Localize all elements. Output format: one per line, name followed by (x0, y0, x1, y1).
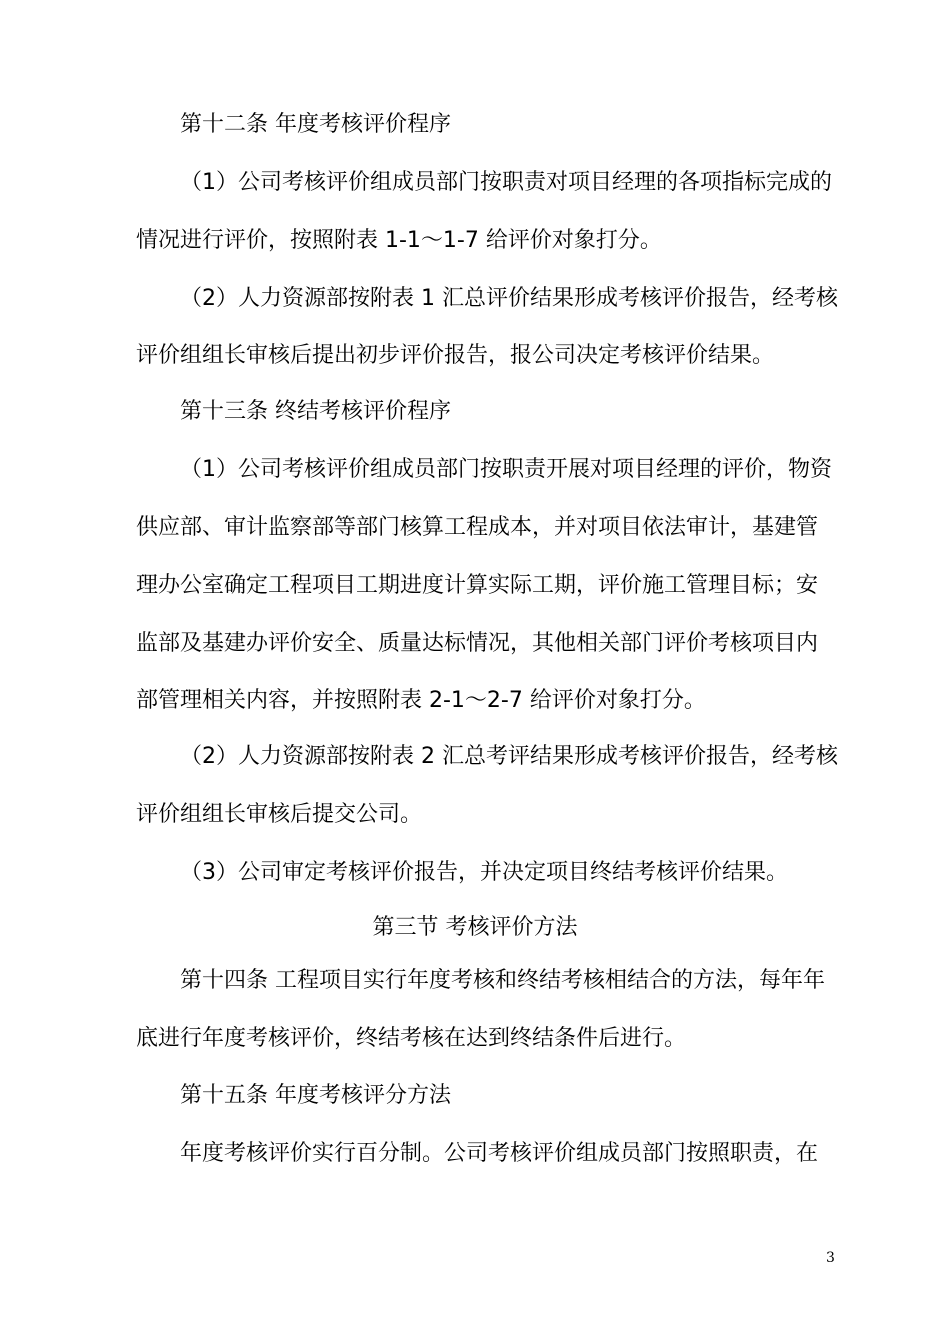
article-14-line: 第十四条 工程项目实行年度考核和终结考核相结合的方法，每年年 (180, 968, 825, 993)
paragraph-line: （2）人力资源部按附表 2 汇总考评结果形成考核评价报告，经考核 (180, 744, 838, 769)
paragraph-line: 理办公室确定工程项目工期进度计算实际工期，评价施工管理目标；安 (136, 573, 819, 598)
paragraph-line: （2）人力资源部按附表 1 汇总评价结果形成考核评价报告，经考核 (180, 286, 838, 311)
paragraph-line: 部管理相关内容，并按照附表 2-1～2-7 给评价对象打分。 (136, 688, 706, 713)
page-number: 3 (826, 1250, 835, 1266)
paragraph-line: 监部及基建办评价安全、质量达标情况，其他相关部门评价考核项目内 (136, 631, 819, 656)
paragraph-line: 评价组组长审核后提交公司。 (136, 802, 423, 827)
paragraph-line: 供应部、审计监察部等部门核算工程成本，并对项目依法审计，基建管 (136, 515, 819, 540)
paragraph-line: （3）公司审定考核评价报告，并决定项目终结考核评价结果。 (180, 860, 788, 885)
section-heading: 第三节 考核评价方法 (372, 915, 578, 940)
article-13-heading: 第十三条 终结考核评价程序 (180, 399, 451, 424)
paragraph-line: （1）公司考核评价组成员部门按职责对项目经理的各项指标完成的 (180, 170, 832, 195)
paragraph-line: 年度考核评价实行百分制。公司考核评价组成员部门按照职责，在 (180, 1141, 819, 1166)
article-15-heading: 第十五条 年度考核评分方法 (180, 1083, 451, 1108)
paragraph-line: 评价组组长审核后提出初步评价报告，报公司决定考核评价结果。 (136, 343, 775, 368)
paragraph-line: 底进行年度考核评价，终结考核在达到终结条件后进行。 (136, 1026, 687, 1051)
paragraph-line: 情况进行评价，按照附表 1-1～1-7 给评价对象打分。 (136, 228, 662, 253)
paragraph-line: （1）公司考核评价组成员部门按职责开展对项目经理的评价，物资 (180, 457, 832, 482)
article-12-heading: 第十二条 年度考核评价程序 (180, 112, 451, 137)
